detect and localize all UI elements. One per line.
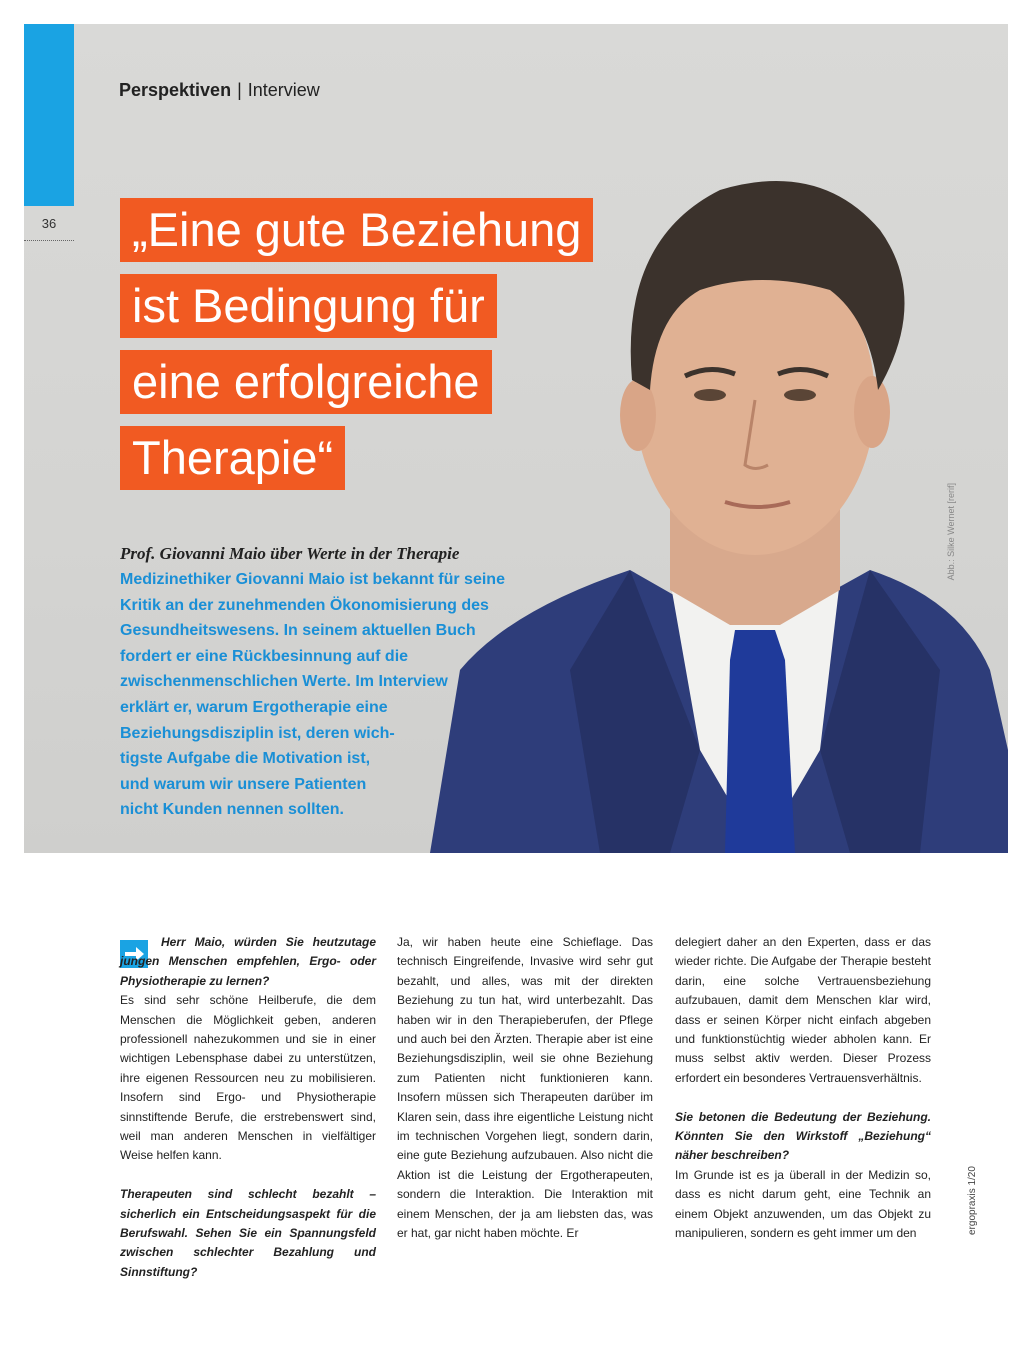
- eye-right: [784, 389, 816, 401]
- interview-answer: delegiert daher an den Experten, dass er das wieder richte. Die Aufgabe der Therapie besteht darin, eine solche Vertrauensbeziehung aufzubauen, damit dem Menschen klar wird, dass er seinen Körper nicht einfach abgeben und funktionstüchtig wieder abholen kann. Er muss selbst aktiv werden. Dieser Prozess erfordert ein besonderes Vertrauensverhältnis.: [675, 935, 931, 1085]
- section-name: Perspektiven: [119, 80, 232, 100]
- lead-line: erklärt er, warum Ergotherapie eine: [120, 698, 388, 716]
- kicker: Prof. Giovanni Maio über Werte in der Therapie: [120, 544, 460, 563]
- headline-line: Therapie“: [120, 426, 345, 490]
- headline: [120, 198, 593, 502]
- body-column-2: [397, 933, 653, 1244]
- section-category: Interview: [247, 80, 320, 100]
- page-number-rule: [24, 240, 74, 241]
- ear-left: [620, 379, 656, 451]
- section-separator: |: [237, 80, 242, 100]
- section-color-bar: [24, 24, 74, 206]
- headline-line: ist Bedingung für: [120, 274, 497, 338]
- lead-line: Medizinethiker Giovanni Maio ist bekannt für seine: [120, 571, 505, 588]
- interview-answer: Ja, wir haben heute eine Schieflage. Das technisch Eingreifende, Invasive wird sehr gut bezahlt, und alles, was mit der direkten Beziehung zu tun hat, wird unterbezahlt. Das haben wir in den Therapieberufen, der Pflege und auch bei den Ärzten. Therapie aber ist eine Beziehungsdisziplin, weil sie ohne Beziehung zum Patienten nicht funktionieren kann. Insofern müssen sich Therapeuten darüber im Klaren sein, dass ihre eigentliche Leistung nicht im technischen Vorgehen liegt, sondern darin, eine gute Beziehung aufzubauen. Also nicht die Aktion ist die Leistung der Ergotherapeuten, sondern die Interaktion. Die Interaktion mit einem Menschen, der ja am liebsten das, was er hat, gar nicht haben möchte. Er: [397, 935, 653, 1241]
- interview-answer: Es sind sehr schöne Heilberufe, die dem Menschen die Möglichkeit geben, anderen professionell nahezukommen und sie in einer wichtigen Lebensphase dabei zu unterstützen, ihre eigenen Ressourcen neu zu mobilisieren. Insofern sind Ergo- und Physiotherapie sinnstiftende Berufe, die erstrebenswert sind, weil man anderen Menschen in vielfältiger Weise helfen kann.: [120, 993, 376, 1163]
- interview-question: Herr Maio, würden Sie heutzutage jungen Menschen empfehlen, Ergo- oder Physiotherapie zu lernen?: [120, 935, 376, 988]
- photo-credit: Abb.: Silke Wernet [rerif]: [946, 483, 956, 581]
- lead-line: zwischenmenschlichen Werte. Im Interview: [120, 673, 448, 691]
- lead-line: fordert er eine Rückbesinnung auf die: [120, 647, 409, 665]
- interview-question: Sie betonen die Bedeutung der Beziehung. Könnten Sie den Wirkstoff „Beziehung“ näher beschreiben?: [675, 1109, 931, 1163]
- eye-left: [694, 389, 726, 401]
- lead-line: Gesundheitswesens. In seinem aktuellen Buch: [120, 622, 476, 640]
- lead-line: und warum wir unsere Patienten: [120, 775, 367, 793]
- body-column-1: [120, 933, 376, 1282]
- lead-line: tigste Aufgabe die Motivation ist,: [120, 750, 371, 768]
- lead-line: Kritik an der zunehmenden Ökonomisierung des: [120, 596, 489, 614]
- body-column-3: [675, 933, 931, 1243]
- tie-shape: [725, 630, 795, 853]
- page-number: 36: [41, 216, 57, 231]
- lead-paragraph: [120, 567, 540, 823]
- ear-right: [854, 376, 890, 448]
- interview-answer: Im Grunde ist es ja überall in der Medizin so, dass es nicht darum geht, eine Technik an einem Objekt anzuwenden, um das Objekt zu manipulieren, sondern es geht immer um den: [675, 1167, 931, 1241]
- lead-line: nicht Kunden nennen sollten.: [120, 801, 344, 819]
- interview-question: Therapeuten sind schlecht bezahlt – sicherlich ein Entscheidungsaspekt für die Berufswahl. Sehen Sie ein Spannungsfeld zwischen schlechter Bezahlung und Sinnstiftung?: [120, 1187, 376, 1279]
- headline-line: „Eine gute Beziehung: [120, 198, 593, 262]
- journal-reference: ergopraxis 1/20: [967, 1166, 978, 1235]
- headline-line: eine erfolgreiche: [120, 350, 492, 414]
- lead-line: Beziehungsdisziplin ist, deren wich-: [120, 724, 395, 742]
- section-label: [119, 80, 320, 101]
